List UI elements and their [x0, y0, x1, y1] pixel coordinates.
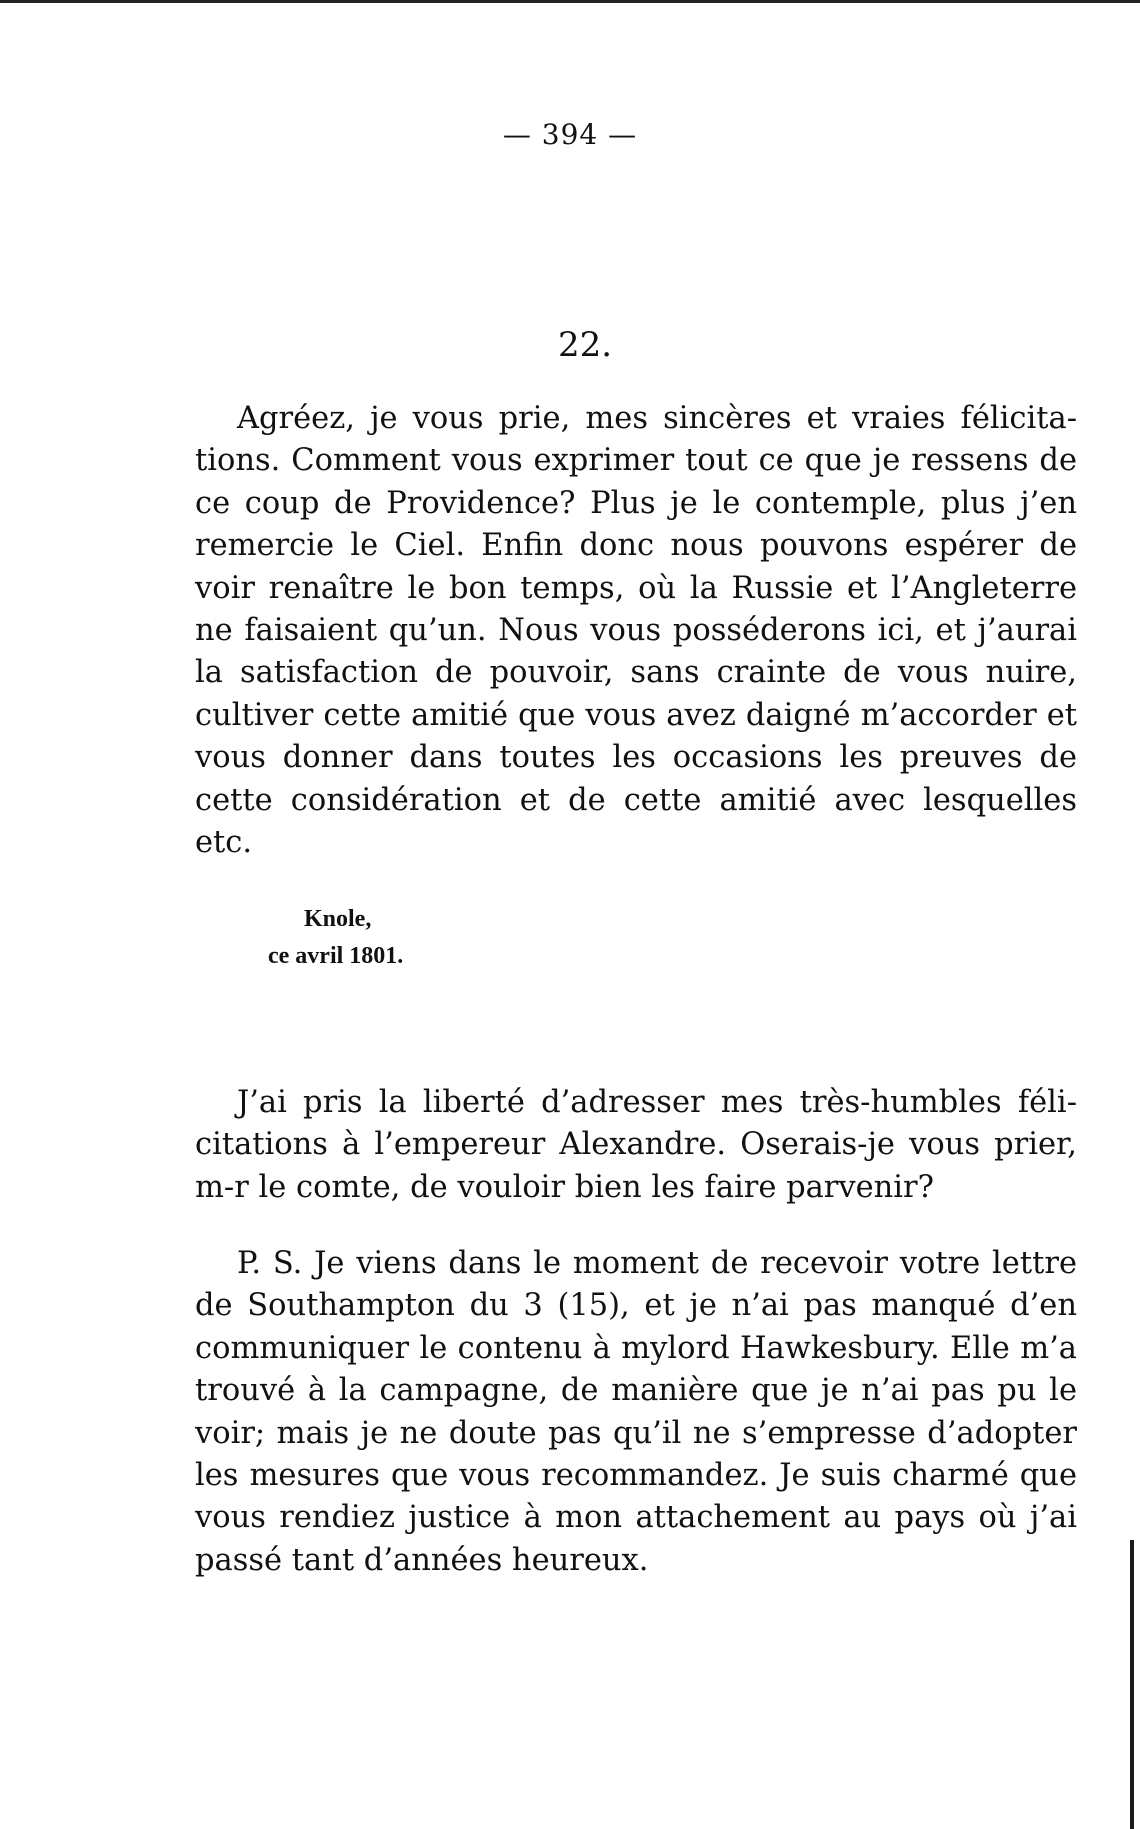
letter-date: ce avril 1801. [268, 943, 404, 969]
letter-place: Knole, [304, 906, 372, 932]
letter-note-paragraph: J’ai pris la liberté d’adresser mes très-humbles félicitations à l’empereur Alexandre. Oserais-je vous prier, m-r le comte, de vouloir bien les faire parvenir? [195, 1085, 1077, 1205]
top-border-rule [0, 0, 1140, 3]
page-number: — 394 — [502, 118, 638, 151]
right-edge-rule [1130, 1540, 1134, 1829]
letter-number: 22. [557, 325, 613, 365]
postscript-paragraph: P. S. Je viens dans le moment de recevoir votre lettre de Southampton du 3 (15), et je n’ai pas manqué d’en communiquer le contenu à mylord Hawkesbury. Elle m’a trouvé à la campagne, de manière que je n’ai pas pu le voir; mais je ne doute pas qu’il ne s’empresse d’adopter les mesures que vous recommandez. Je suis charmé que vous rendiez justice à mon attachement au pays où j’ai passé tant d’années heureux. [195, 1246, 1077, 1578]
letter-body-paragraph: Agréez, je vous prie, mes sincères et vraies félicitations. Comment vous exprimer tout ce que je ressens de ce coup de Providence? Plus je le contemple, plus j’en remercie le Ciel. Enfin donc nous pouvons espérer de voir renaître le bon temps, où la Russie et l’Angleterre ne faisaient qu’un. Nous vous posséderons ici, et j’aurai la satisfaction de pouvoir, sans crainte de vous nuire, cultiver cette amitié que vous avez daigné m’accorder et vous donner dans toutes les occasions les preuves de cette considération et de cette amitié avec lesquelles etc. [195, 401, 1077, 861]
